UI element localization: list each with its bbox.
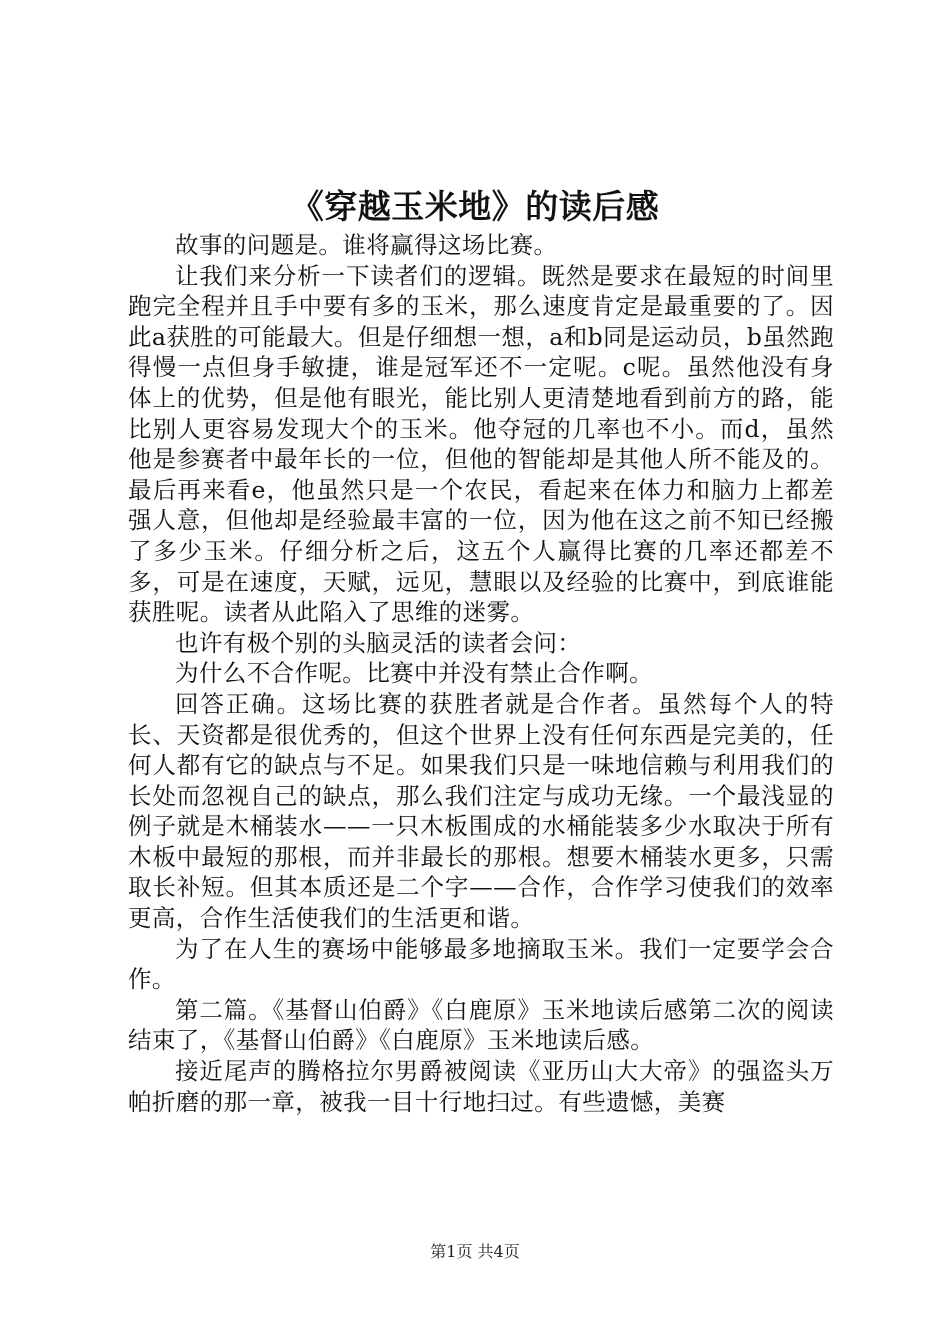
paragraph: 让我们来分析一下读者们的逻辑。既然是要求在最短的时间里跑完全程并且手中要有多的玉米，那么速度肯定是最重要的了。因此a获胜的可能最大。但是仔细想一想，a和b同是运动员，b虽然跑得慢一点但身手敏捷，谁是冠军还不一定呢。c呢。虽然他没有身体上的优势，但是他有眼光，能比别人更清楚地看到前方的路，能比别人更容易发现大个的玉米。他夺冠的几率也不小。而d，虽然他是参赛者中最年长的一位，但他的智能却是其他人所不能及的。最后再来看e，他虽然只是一个农民，看起来在体力和脑力上都差强人意，但他却是经验最丰富的一位，因为他在这之前不知已经搬了多少玉米。仔细分析之后，这五个人赢得比赛的几率还都差不多，可是在速度，天赋，远见，慧眼以及经验的比赛中，到底谁能获胜呢。读者从此陷入了思维的迷雾。 (128, 261, 834, 627)
paragraph: 第二篇。《基督山伯爵》《白鹿原》玉米地读后感第二次的阅读结束了，《基督山伯爵》《白鹿原》玉米地读后感。 (128, 995, 834, 1055)
paragraph: 为了在人生的赛场中能够最多地摘取玉米。我们一定要学会合作。 (128, 934, 834, 994)
paragraph: 接近尾声的腾格拉尔男爵被阅读《亚历山大大帝》的强盗头万帕折磨的那一章，被我一目十行地扫过。有些遗憾，美赛 (128, 1057, 834, 1116)
document-title: 《穿越玉米地》的读后感 (290, 187, 660, 226)
page-footer: 第1页 共4页 (430, 1242, 520, 1261)
paragraph: 回答正确。这场比赛的获胜者就是合作者。虽然每个人的特长、天资都是很优秀的，但这个世界上没有任何东西是完美的，任何人都有它的缺点与不足。如果我们只是一味地信赖与利用我们的长处而忽视自己的缺点，那么我们注定与成功无缘。一个最浅显的例子就是木桶装水——一只木板围成的水桶能装多少水取决于所有木板中最短的那根，而并非最长的那根。想要木桶装水更多，只需取长补短。但其本质还是二个字——合作，合作学习使我们的效率更高，合作生活使我们的生活更和谐。 (128, 689, 834, 933)
paragraph: 故事的问题是。谁将赢得这场比赛。 (175, 231, 558, 259)
paragraph: 也许有极个别的头脑灵活的读者会问： (175, 628, 582, 657)
paragraph: 为什么不合作呢。比赛中并没有禁止合作啊。 (175, 659, 653, 688)
document-body (128, 230, 834, 1117)
